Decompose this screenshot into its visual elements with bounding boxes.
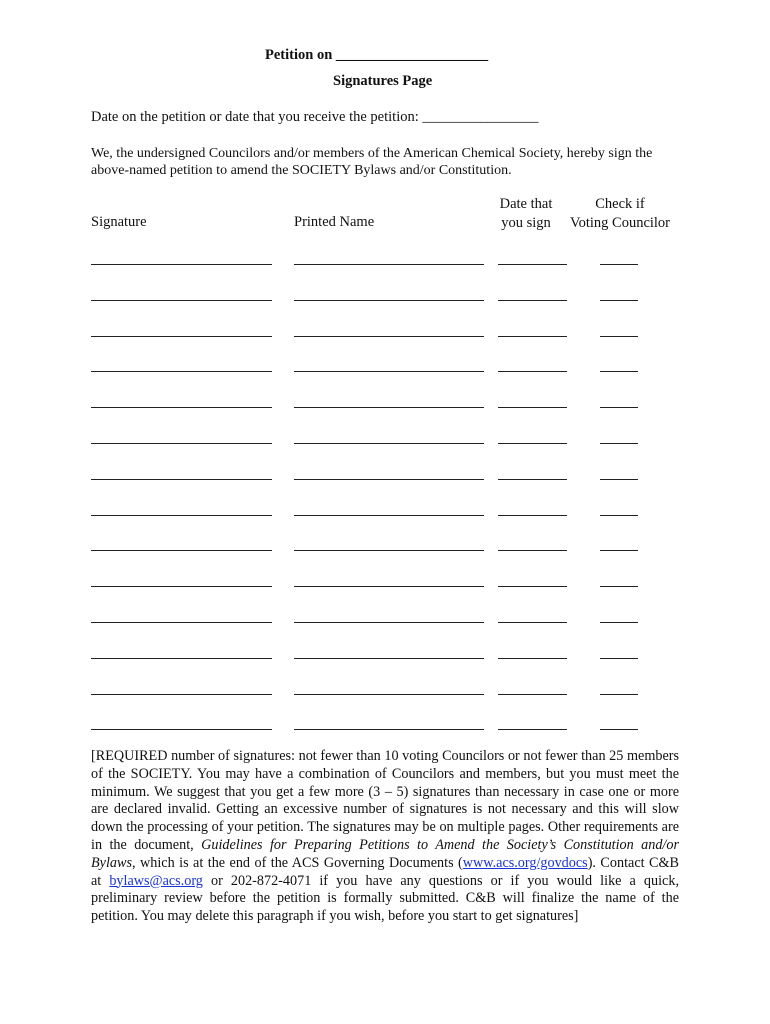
signature-field[interactable] xyxy=(91,550,272,551)
date-received-line: Date on the petition or date that you receive the petition: ________________ xyxy=(91,109,539,125)
voting-councilor-checkbox-field[interactable] xyxy=(600,300,638,301)
voting-councilor-checkbox-field[interactable] xyxy=(600,264,638,265)
voting-councilor-checkbox-field[interactable] xyxy=(600,586,638,587)
printed-name-field[interactable] xyxy=(294,371,484,372)
voting-councilor-checkbox-field[interactable] xyxy=(600,550,638,551)
printed-name-field[interactable] xyxy=(294,622,484,623)
voting-councilor-checkbox-field[interactable] xyxy=(600,729,638,730)
signature-field[interactable] xyxy=(91,658,272,659)
date-field[interactable] xyxy=(498,729,567,730)
date-field[interactable] xyxy=(498,622,567,623)
signature-field[interactable] xyxy=(91,371,272,372)
signature-field[interactable] xyxy=(91,586,272,587)
column-header-check-line-2: Voting Councilor xyxy=(569,215,671,231)
date-field[interactable] xyxy=(498,443,567,444)
instructions-paragraph xyxy=(91,748,679,926)
signature-field[interactable] xyxy=(91,729,272,730)
voting-councilor-checkbox-field[interactable] xyxy=(600,658,638,659)
printed-name-field[interactable] xyxy=(294,586,484,587)
printed-name-field[interactable] xyxy=(294,264,484,265)
printed-name-field[interactable] xyxy=(294,407,484,408)
printed-name-field[interactable] xyxy=(294,694,484,695)
signature-field[interactable] xyxy=(91,694,272,695)
date-field[interactable] xyxy=(498,550,567,551)
printed-name-field[interactable] xyxy=(294,443,484,444)
date-field[interactable] xyxy=(498,586,567,587)
column-header-signature: Signature xyxy=(91,214,147,230)
date-field[interactable] xyxy=(498,658,567,659)
signature-field[interactable] xyxy=(91,443,272,444)
date-field[interactable] xyxy=(498,694,567,695)
guidelines-title: Guidelines for Preparing Petitions to Amend the Society’s Constitution and/or Bylaws xyxy=(91,836,679,871)
signature-field[interactable] xyxy=(91,336,272,337)
printed-name-field[interactable] xyxy=(294,515,484,516)
voting-councilor-checkbox-field[interactable] xyxy=(600,407,638,408)
printed-name-field[interactable] xyxy=(294,658,484,659)
signature-field[interactable] xyxy=(91,407,272,408)
voting-councilor-checkbox-field[interactable] xyxy=(600,694,638,695)
voting-councilor-checkbox-field[interactable] xyxy=(600,479,638,480)
instructions-text-3: ). Contact C&B at xyxy=(91,854,679,889)
instructions-text-2: , which is at the end of the ACS Governing Documents ( xyxy=(131,854,463,871)
date-field[interactable] xyxy=(498,264,567,265)
page-title: Signatures Page xyxy=(333,73,433,89)
date-field[interactable] xyxy=(498,407,567,408)
signature-field[interactable] xyxy=(91,300,272,301)
intro-line-1: We, the undersigned Councilors and/or members of the American Chemical Society, hereby sign the xyxy=(91,146,653,161)
column-header-voting-councilor xyxy=(564,195,676,233)
printed-name-field[interactable] xyxy=(294,300,484,301)
printed-name-field[interactable] xyxy=(294,336,484,337)
voting-councilor-checkbox-field[interactable] xyxy=(600,371,638,372)
petition-title: Petition on _____________________ xyxy=(265,47,489,63)
column-header-printed-name: Printed Name xyxy=(294,214,375,230)
date-field[interactable] xyxy=(498,336,567,337)
date-field[interactable] xyxy=(498,300,567,301)
date-field[interactable] xyxy=(498,479,567,480)
voting-councilor-checkbox-field[interactable] xyxy=(600,443,638,444)
date-field[interactable] xyxy=(498,515,567,516)
printed-name-field[interactable] xyxy=(294,479,484,480)
printed-name-field[interactable] xyxy=(294,550,484,551)
bylaws-email-link[interactable]: bylaws@acs.org xyxy=(109,872,203,889)
instructions-text-4: or 202-872-4071 if you have any questions or if you would like a quick, preliminary review before the petition is formally submitted. C&B will finalize the name of the petition. You may delete this paragraph if you wish, before you start to get signatures] xyxy=(91,872,679,925)
date-field[interactable] xyxy=(498,371,567,372)
signature-field[interactable] xyxy=(91,264,272,265)
column-header-date-line-2: you sign xyxy=(501,215,551,231)
intro-line-2: above-named petition to amend the SOCIETY Bylaws and/or Constitution. xyxy=(91,163,512,178)
signature-field[interactable] xyxy=(91,622,272,623)
column-header-date-line-1: Date that xyxy=(499,196,553,212)
column-header-check-line-1: Check if xyxy=(595,196,645,212)
govdocs-link[interactable]: www.acs.org/govdocs xyxy=(462,854,588,871)
voting-councilor-checkbox-field[interactable] xyxy=(600,336,638,337)
signature-field[interactable] xyxy=(91,515,272,516)
printed-name-field[interactable] xyxy=(294,729,484,730)
voting-councilor-checkbox-field[interactable] xyxy=(600,515,638,516)
signature-field[interactable] xyxy=(91,479,272,480)
voting-councilor-checkbox-field[interactable] xyxy=(600,622,638,623)
column-header-date xyxy=(494,195,558,233)
instructions-text-1: [REQUIRED number of signatures: not fewer than 10 voting Councilors or not fewer than 25 members of the SOCIETY. You may have a combination of Councilors and members, but you must meet the minimum. We suggest that you get a few more (3 – 5) signatures than necessary in case one or more are declared invalid. Getting an excessive number of signatures is not necessary and this will slow down the processing of your petition. The signatures may be on multiple pages. Other requirements are in the document, xyxy=(91,748,679,853)
